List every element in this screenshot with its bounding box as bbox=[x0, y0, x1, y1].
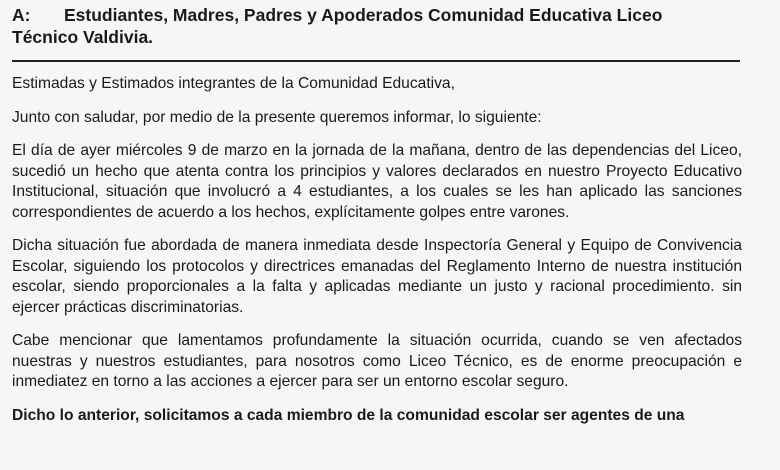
header-line-2: Técnico Valdivia. bbox=[12, 27, 154, 47]
response-paragraph: Dicha situación fue abordada de manera inmediata desde Inspectoría General y Equipo de Convivencia Escolar, siguiendo los protocolos y directrices emanadas del Reglamento Interno de nuestra institución escolar, siendo proporcionales a la falta y aplicadas mediante un justo y racional procedimiento. sin ejercer prácticas discriminatorias. bbox=[12, 237, 742, 316]
header-divider bbox=[12, 60, 740, 62]
request-paragraph: Dicho lo anterior, solicitamos a cada miembro de la comunidad escolar ser agentes de una bbox=[12, 406, 685, 424]
header-recipients: Estudiantes, Madres, Padres y Apoderados Comunidad Educativa Liceo bbox=[64, 5, 663, 25]
letter-body bbox=[12, 74, 742, 439]
incident-paragraph: El día de ayer miércoles 9 de marzo en la jornada de la mañana, dentro de las dependencias del Liceo, sucedió un hecho que atenta contra los principios y valores declarados en nuestro Proyecto Educativo Institucional, situación que involucró a 4 estudiantes, a los cuales se les han aplicado las sanciones correspondientes de acuerdo a los hechos, explícitamente golpes entre varones. bbox=[12, 142, 742, 221]
header-prefix: A: bbox=[12, 5, 31, 25]
header-line-1 bbox=[12, 4, 742, 26]
concern-paragraph: Cabe mencionar que lamentamos profundamente la situación ocurrida, cuando se ven afectados nuestras y nuestros estudiantes, para nosotros como Liceo Técnico, es de enorme preocupación e inmediatez en torno a las acciones a ejercer para ser un entorno escolar seguro. bbox=[12, 332, 742, 390]
intro-paragraph: Junto con saludar, por medio de la presente queremos informar, lo siguiente: bbox=[12, 108, 542, 126]
letter-header bbox=[12, 4, 742, 48]
salutation: Estimadas y Estimados integrantes de la Comunidad Educativa, bbox=[12, 75, 455, 92]
